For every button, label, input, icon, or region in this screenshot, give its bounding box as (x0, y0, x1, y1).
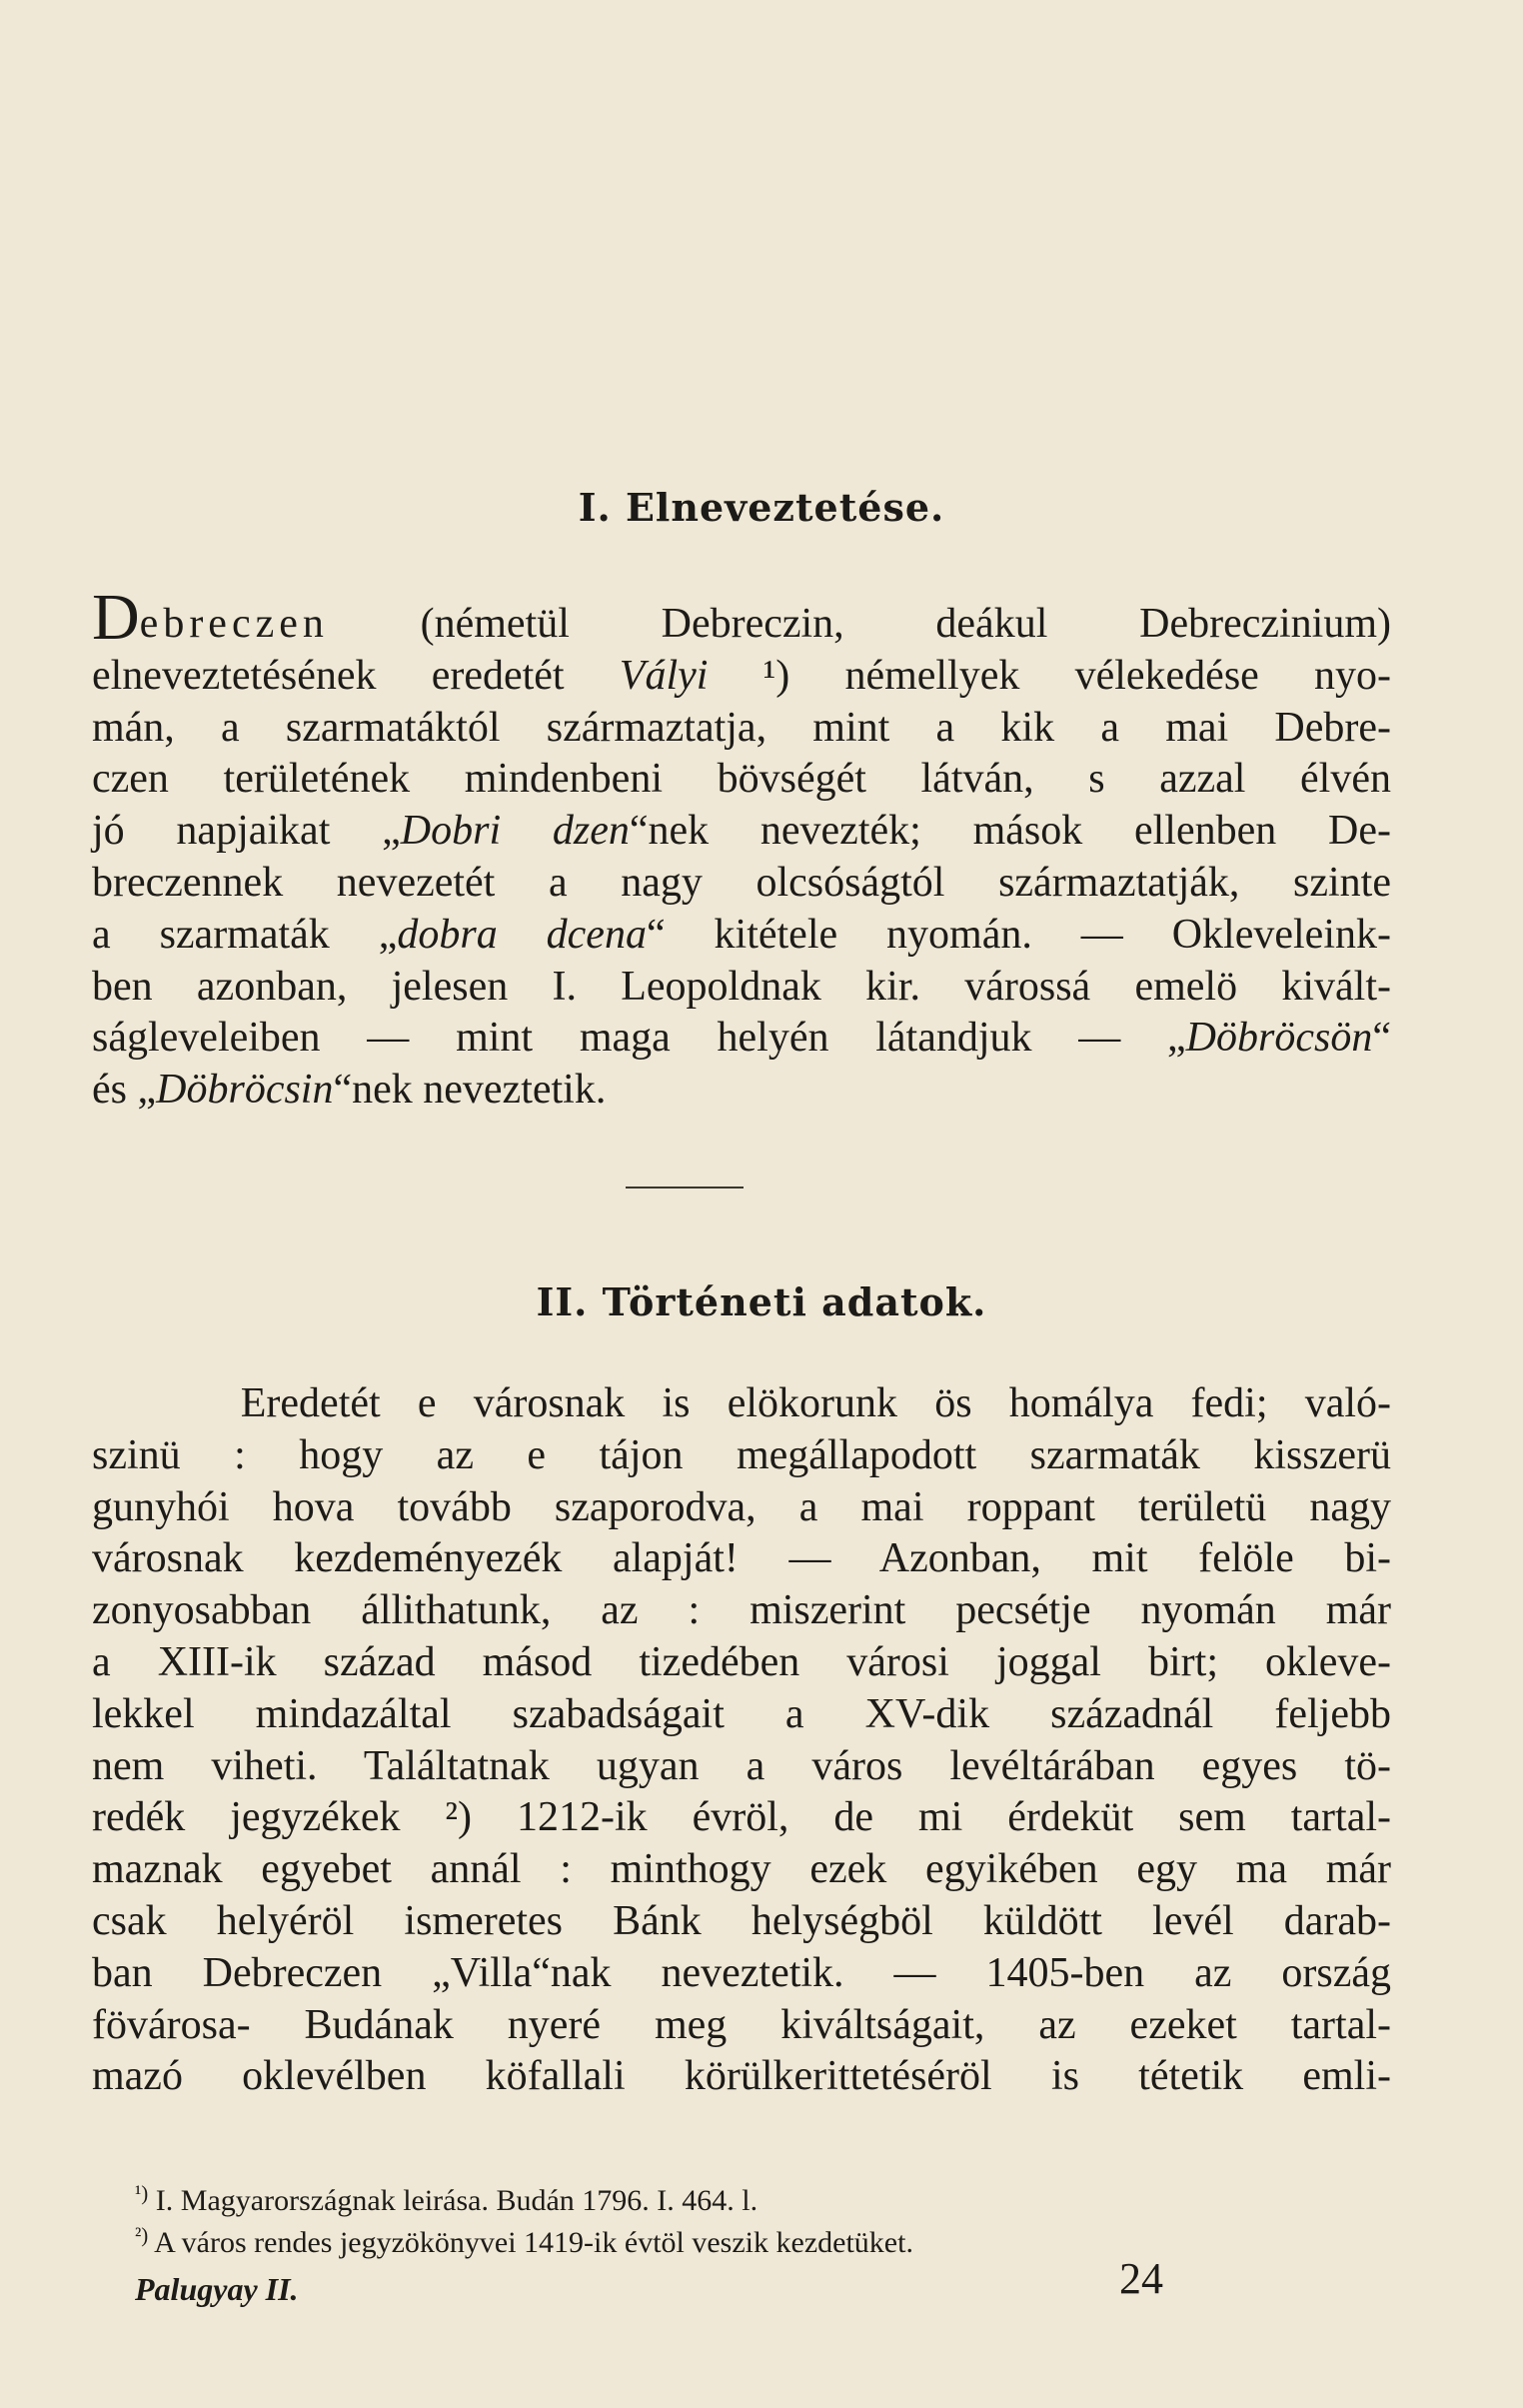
line-text: a szarmaták „ (92, 911, 398, 958)
italic-term: Dobri dzen (400, 808, 630, 855)
line-text: breczennek nevezetét a nagy olcsóságtól származtatják, szinte (92, 859, 1391, 906)
text-line (92, 962, 1391, 1014)
italic-term: Döbröcsin (156, 1067, 334, 1114)
line-text: szinü : hogy az e tájon megállapodott szarmaták kisszerü (92, 1431, 1391, 1478)
drop-cap: D (92, 581, 140, 654)
line-text: ben azonban, jelesen I. Leopoldnak kir. várossá emelö kivált- (92, 963, 1391, 1010)
section-heading-2: II. Történeti adatok. (536, 1279, 987, 1324)
text-line (92, 1844, 1391, 1896)
text-line (92, 1896, 1391, 1948)
line-text: ságleveleiben — mint maga helyén látandjuk — „ (92, 1015, 1186, 1062)
paragraph-1 (92, 581, 1391, 1117)
text-line (92, 1637, 1391, 1689)
footnote-1: $^{^1)}$ I. Magyarországnak leirása. Budán 1796. I. 464. l. (135, 2181, 759, 2217)
text-line (92, 1948, 1391, 2000)
signature-number: 24 (1119, 2254, 1163, 2303)
text-line (92, 2051, 1391, 2103)
line-text: zonyosabban állithatunk, az : miszerint pecsétje nyomán már (92, 1587, 1391, 1634)
text-line (92, 754, 1391, 806)
line-text: ¹) némellyek vélekedése nyo- (708, 652, 1391, 699)
section-heading-1: I. Elneveztetése. (578, 485, 945, 530)
italic-term: dobra dcena (397, 911, 647, 958)
line-text: “ (1372, 1015, 1391, 1062)
line-text: városnak kezdeményezék alapját! — Azonban, mit felöle bi- (92, 1535, 1391, 1582)
text-line (92, 1430, 1391, 1482)
text-line (92, 1792, 1391, 1844)
line-text: jó napjaikat „ (92, 808, 401, 855)
section-divider (626, 1187, 744, 1189)
line-text: “nek nevezték; mások ellenben De- (629, 808, 1391, 855)
text-line (92, 858, 1391, 910)
text-line (92, 1689, 1391, 1741)
line-text: és „ (92, 1067, 157, 1114)
line-text: “nek neveztetik. (333, 1067, 607, 1114)
line-text: maznak egyebet annál : minthogy ezek egyikében egy ma már (92, 1846, 1391, 1893)
text-line (92, 1378, 1391, 1430)
footnotes (135, 2176, 1384, 2260)
line-text: mán, a szarmatáktól származtatja, mint a kik a mai Debre- (92, 704, 1391, 751)
italic-term: Döbröcsön (1185, 1015, 1373, 1062)
paragraph-2 (92, 1378, 1391, 2103)
line-text: Eredetét e városnak is elökorunk ös homálya fedi; való- (92, 1380, 1391, 1426)
text-line (92, 703, 1391, 755)
text-line (92, 1533, 1391, 1585)
text-line (92, 1585, 1391, 1637)
text-line (92, 1741, 1391, 1793)
line-text: a XIII-ik század másod tizedében városi joggal birt; okleve- (92, 1638, 1391, 1685)
text-line (92, 806, 1391, 858)
spaced-word: ebreczen (139, 601, 329, 647)
line-text: ban Debreczen „Villa“nak neveztetik. — 1405-ben az ország (92, 1949, 1391, 1996)
line-text: nem viheti. Találtatnak ugyan a város levéltárában egyes tö- (92, 1742, 1391, 1789)
italic-term: Vályi (619, 652, 709, 699)
line-text: mazó oklevélben köfallali körülkerittetéséröl is tétetik emli- (92, 2053, 1391, 2100)
line-text: czen területének mindenbeni bövségét látván, s azzal élvén (92, 756, 1391, 803)
line-text: gunyhói hova tovább szaporodva, a mai roppant területü nagy (92, 1483, 1391, 1530)
line-text: redék jegyzékek ²) 1212-ik évröl, de mi érdeküt sem tartal- (92, 1794, 1391, 1841)
text-line (92, 1065, 1391, 1117)
signature-mark: Palugyay II. (135, 2271, 299, 2307)
line-text: fövárosa- Budának nyeré meg kiváltságait, az ezeket tartal- (92, 2001, 1391, 2048)
text-line (92, 651, 1391, 703)
text-line (92, 1013, 1391, 1065)
line-text: elneveztetésének eredetét (92, 652, 620, 699)
line-text: lekkel mindazáltal szabadságait a XV-dik századnál feljebb (92, 1690, 1391, 1737)
line-text: “ kitétele nyomán. — Okleveleink- (646, 911, 1391, 958)
text-line (92, 910, 1391, 962)
line-text: csak helyéröl ismeretes Bánk helységböl küldött levél darab- (92, 1897, 1391, 1944)
text-line (92, 2000, 1391, 2052)
text-line (92, 1482, 1391, 1534)
line-text: (németül Debreczin, deákul Debreczinium) (328, 601, 1391, 647)
footnote-2: $^{^2)}$ A város rendes jegyzökönyvei 1419-ik évtöl veszik kezdetüket. (135, 2223, 913, 2259)
text-line (92, 581, 1391, 654)
